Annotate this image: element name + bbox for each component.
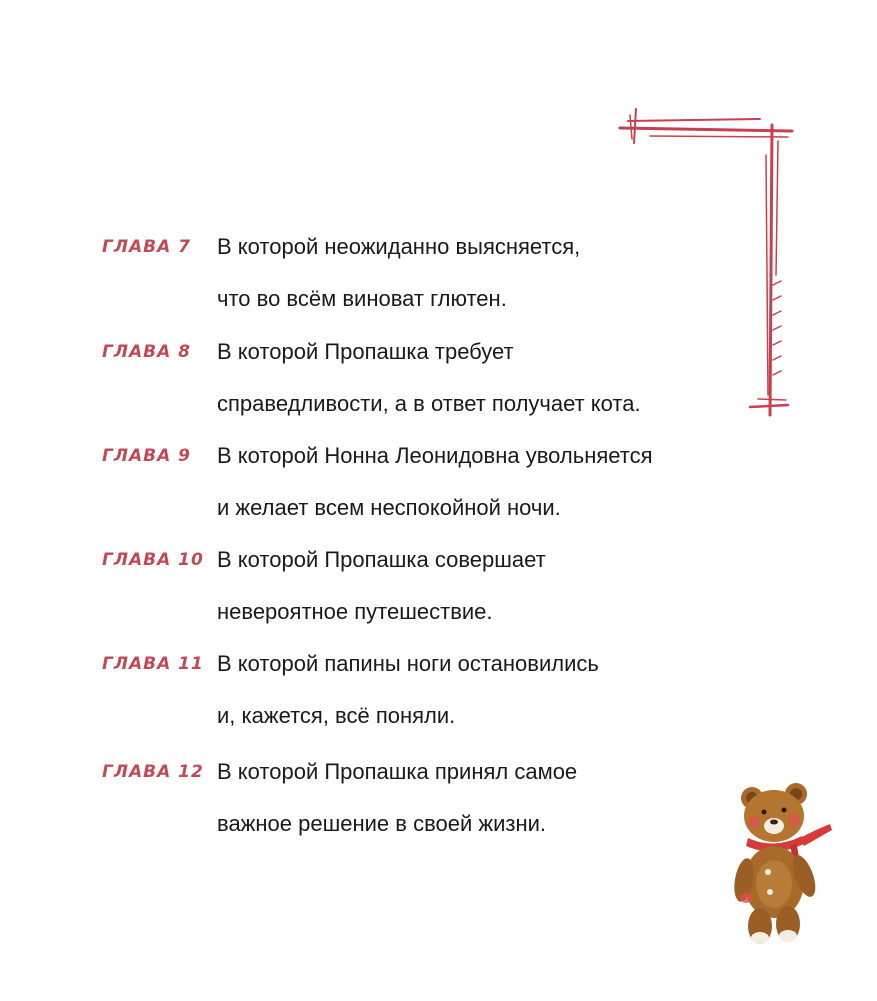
chapter-title-line-1: В которой неожиданно выясняется, [217, 234, 581, 259]
chapter-label: ГЛАВА 10 [102, 550, 204, 570]
chapter-title-line-1: В которой Нонна Леонидовна увольняется [217, 443, 653, 468]
chapter-label: ГЛАВА 12 [102, 762, 204, 782]
chapter-label: ГЛАВА 11 [102, 654, 204, 674]
corner-frame-decoration [610, 95, 800, 425]
chapter-title-line-2: невероятное путешествие. [217, 599, 493, 624]
chapter-title-line-1: В которой папины ноги остановились [217, 651, 599, 676]
chapter-title-line-1: В которой Пропашка принял самое [217, 759, 578, 784]
chapter-title-line-1: В которой Пропашка требует [217, 339, 514, 364]
teddy-bear-illustration [730, 780, 840, 950]
chapter-label: ГЛАВА 7 [102, 237, 191, 257]
chapter-title-line-1: В которой Пропашка совершает [217, 547, 546, 572]
chapter-title-line-2: и, кажется, всё поняли. [217, 703, 456, 728]
chapter-label: ГЛАВА 9 [102, 446, 191, 466]
chapter-title-line-2: и желает всем неспокойной ночи. [217, 495, 561, 520]
chapter-title-line-2: важное решение в своей жизни. [217, 811, 547, 836]
chapter-title-line-2: что во всём виноват глютен. [217, 286, 507, 311]
chapter-title-line-2: справедливости, а в ответ получает кота. [217, 391, 641, 416]
chapter-label: ГЛАВА 8 [102, 342, 191, 362]
